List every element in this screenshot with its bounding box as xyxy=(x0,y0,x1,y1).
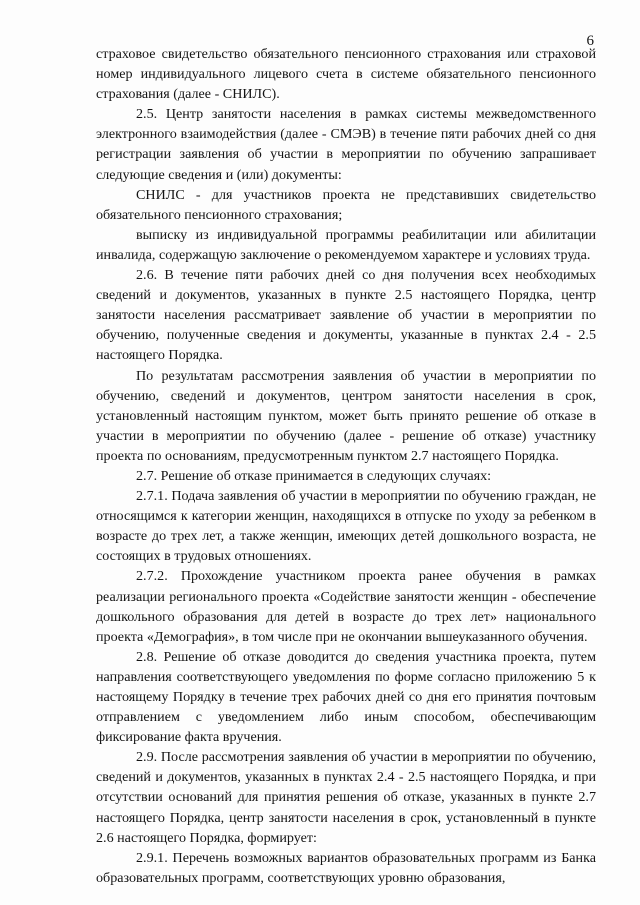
paragraph-2-5: 2.5. Центр занятости населения в рамках системы межведомственного электронного взаимодействия (далее - СМЭВ) в течение пяти рабочих дней со дня регистрации заявления об участии в мероприятии по обучению запрашивает следующие сведения и (или) документы: xyxy=(96,106,596,183)
paragraph-2-9: 2.9. После рассмотрения заявления об участии в мероприятии по обучению, сведений и документов, указанных в пунктах 2.4 - 2.5 настоящего Порядка, и при отсутствии оснований для принятия решения об отказе, указанных в пункте 2.7 настоящего Порядка, центр занятости населения в срок, установленный в пункте 2.6 настоящего Порядка, формирует: xyxy=(96,749,596,846)
paragraph-2-6: 2.6. В течение пяти рабочих дней со дня получения всех необходимых сведений и документов, указанных в пункте 2.5 настоящего Порядка, центр занятости населения рассматривает заявление об участии в мероприятии по обучению, полученные сведения и документы, указанные в пунктах 2.4 - 2.5 настоящего Порядка. xyxy=(96,267,596,364)
paragraph-snils-definition: страховое свидетельство обязательного пенсионного страхования или страховой номер индивидуального лицевого счета в системе обязательного пенсионного страхования (далее - СНИЛС). xyxy=(96,46,596,103)
paragraph-snils-request: СНИЛС - для участников проекта не представивших свидетельство обязательного пенсионного страхования; xyxy=(96,186,596,223)
paragraph-2-7: 2.7. Решение об отказе принимается в следующих случаях: xyxy=(136,467,492,484)
document-body xyxy=(96,44,596,888)
paragraph-2-7-1: 2.7.1. Подача заявления об участии в мероприятии по обучению граждан, не относящимся к категории женщин, находящихся в отпуске по уходу за ребенком в возрасте до трех лет, а также женщин, имеющих детей дошкольного возраста, не состоящих в трудовых отношениях. xyxy=(96,488,596,565)
paragraph-review-results: По результатам рассмотрения заявления об участии в мероприятии по обучению, сведений и документов, центром занятости населения в срок, установленный настоящим пунктом, может быть принято решение об отказе в участии в мероприятии по обучению (далее - решение об отказе) участнику проекта по основаниям, предусмотренным пунктом 2.7 настоящего Порядка. xyxy=(96,367,596,464)
paragraph-rehab-extract: выписку из индивидуальной программы реабилитации или абилитации инвалида, содержащую заключение о рекомендуемом характере и условиях труда. xyxy=(96,226,596,263)
paragraph-2-8: 2.8. Решение об отказе доводится до сведения участника проекта, путем направления соответствующего уведомления по форме согласно приложению 5 к настоящему Порядку в течение трех рабочих дней со дня его принятия почтовым отправлением с уведомлением либо иным способом, обеспечивающим фиксирование факта вручения. xyxy=(96,648,596,746)
page-number: 6 xyxy=(586,33,594,49)
paragraph-2-9-1: 2.9.1. Перечень возможных вариантов образовательных программ из Банка образовательных программ, соответствующих уровню образования, xyxy=(96,849,596,886)
paragraph-2-7-2: 2.7.2. Прохождение участником проекта ранее обучения в рамках реализации регионального проекта «Содействие занятости женщин - обеспечение дошкольного образования для детей в возрасте до трех лет» национального проекта «Демография», в том числе при не окончании вышеуказанного обучения. xyxy=(96,568,596,645)
